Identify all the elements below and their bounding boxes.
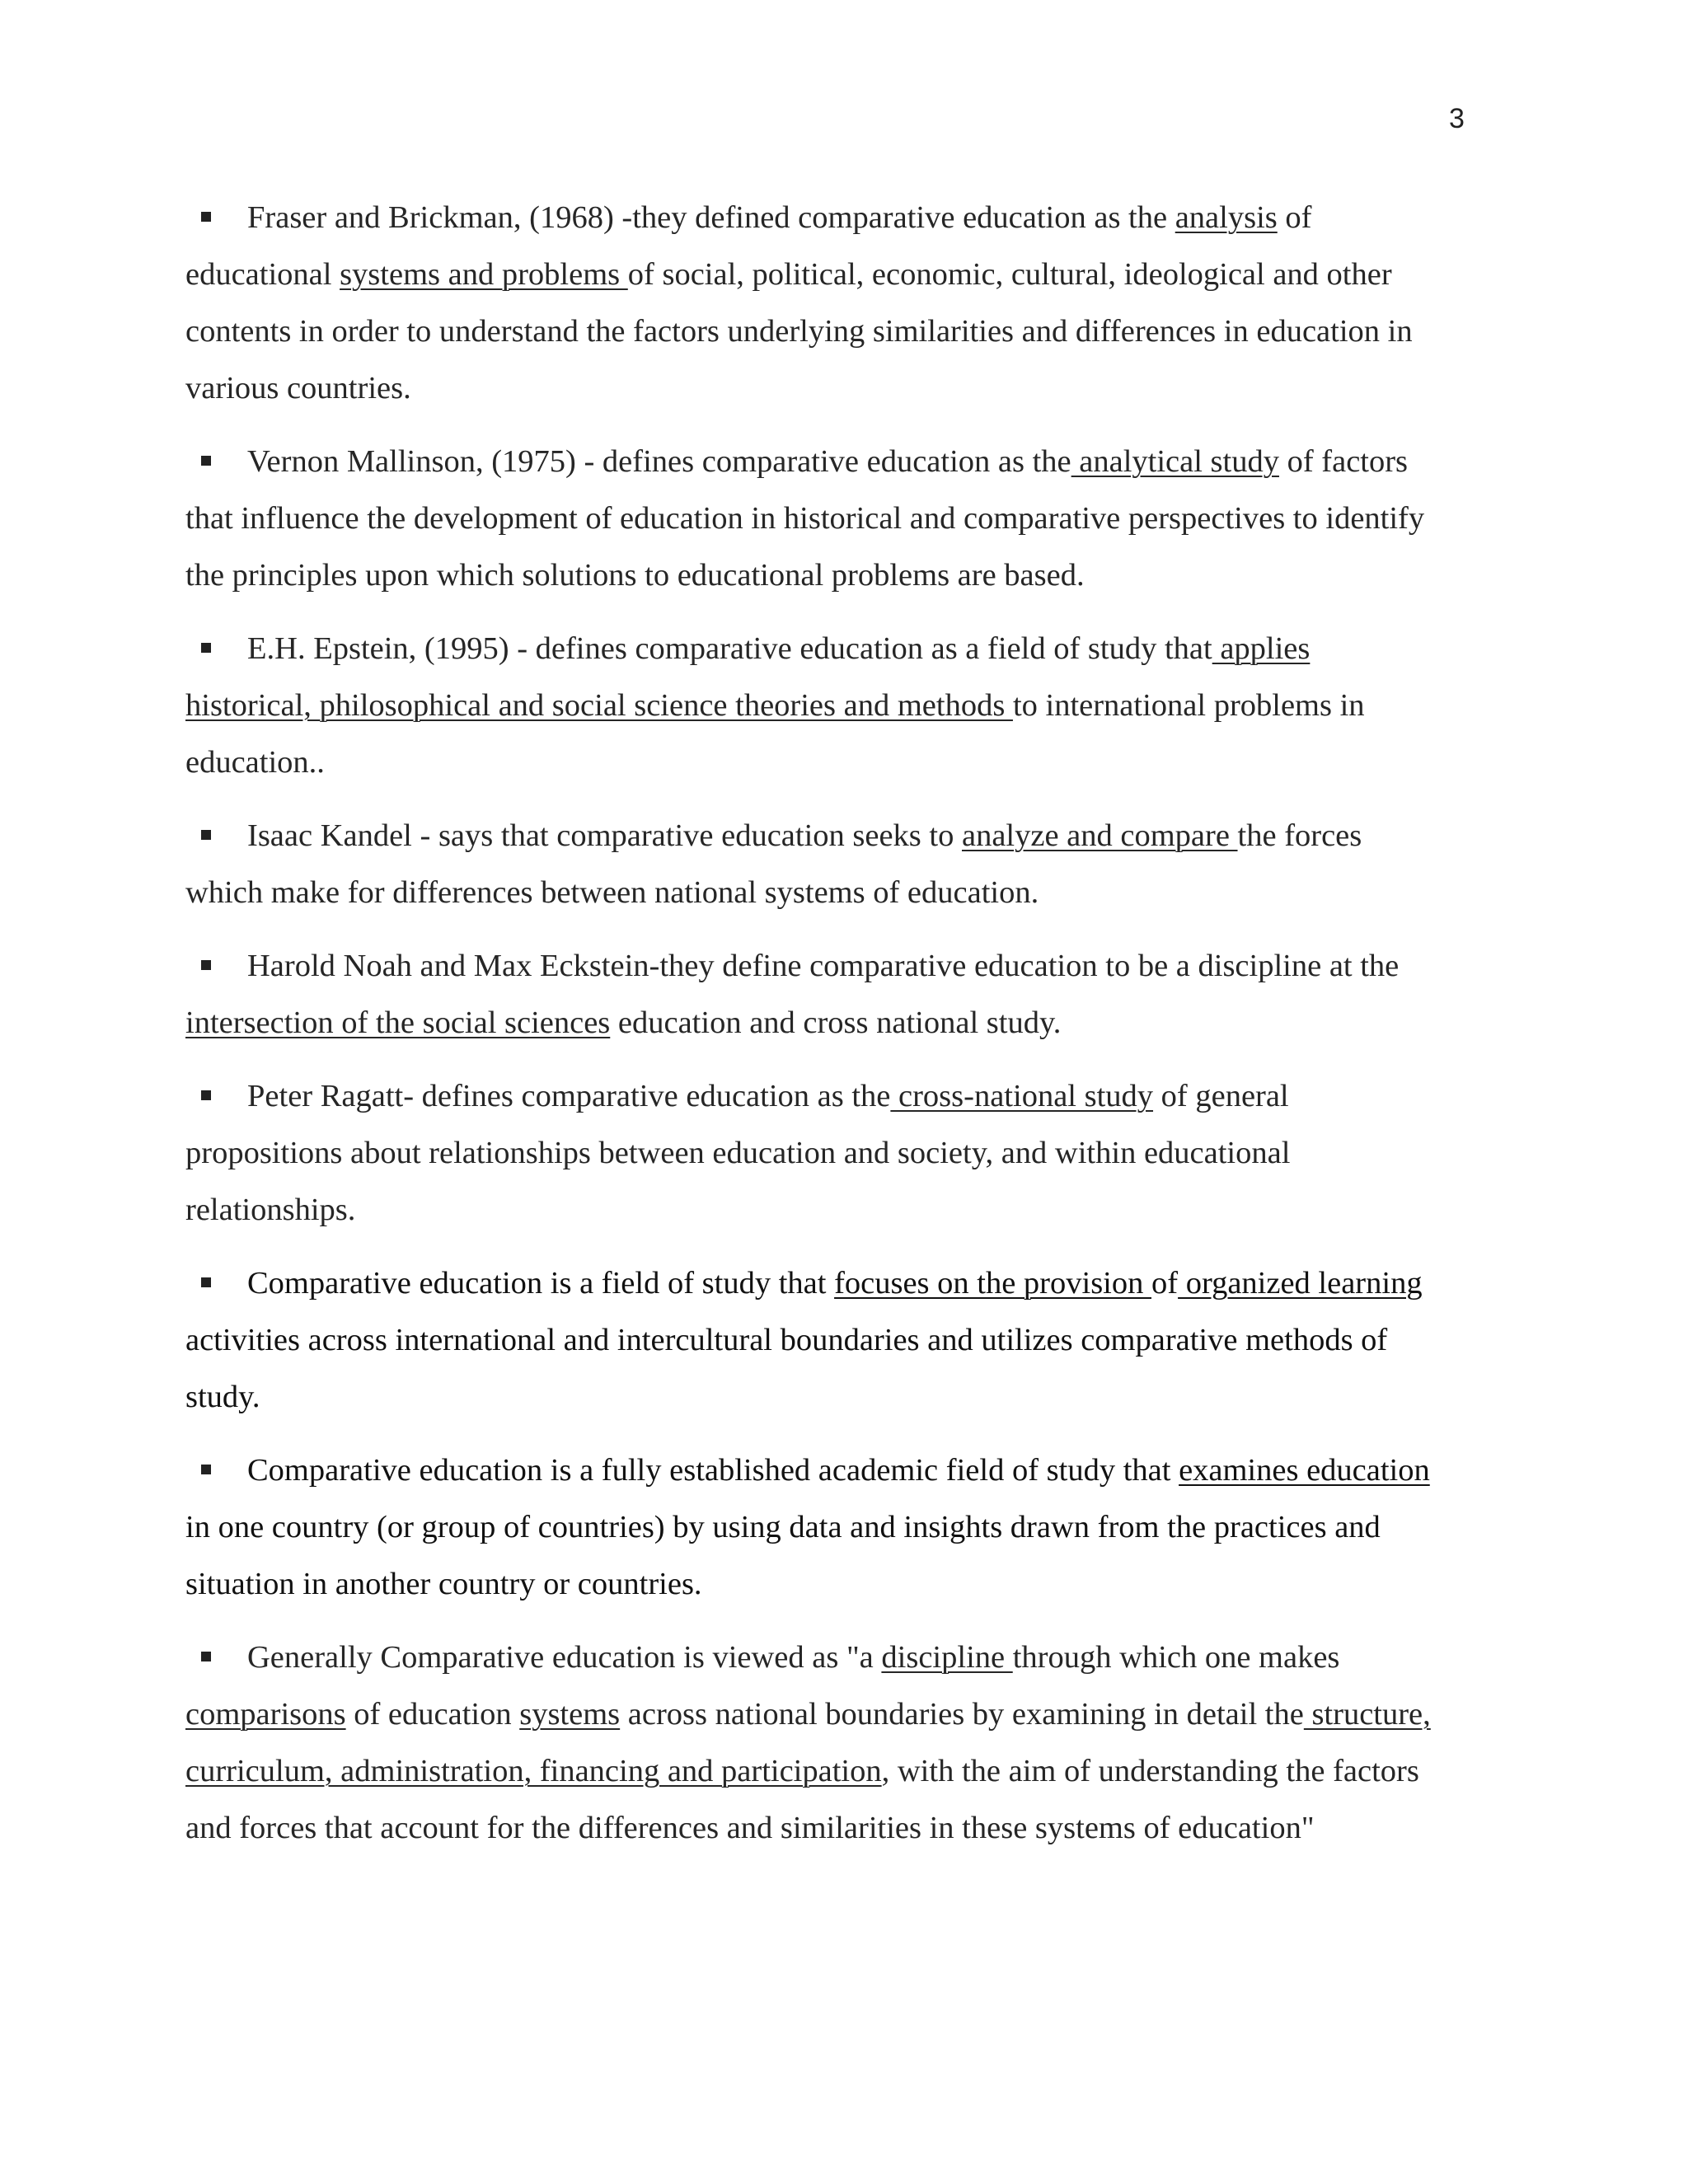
underlined-text: cross-national study: [890, 1079, 1154, 1113]
text-line: [185, 1800, 1504, 1857]
square-bullet-icon: [201, 1090, 211, 1100]
text-segment: to international problems in: [1012, 688, 1365, 723]
text-segment: Harold Noah and Max Eckstein-they define comparative education to be a discipline at the: [247, 949, 1400, 983]
text-line: [185, 547, 1504, 604]
text-segment: in one country (or group of countries) by using data and insights drawn from the practices and: [185, 1510, 1381, 1544]
text-segment: of: [1277, 200, 1312, 235]
text-segment: the principles upon which solutions to educational problems are based.: [185, 558, 1085, 593]
text-segment: educational: [185, 257, 340, 292]
text-segment: various countries.: [185, 371, 411, 405]
text-line: [185, 1125, 1504, 1182]
text-line: [185, 434, 1504, 490]
square-bullet-icon: [201, 1465, 211, 1474]
text-line: [185, 1182, 1504, 1239]
text-line: [185, 621, 1504, 677]
underlined-text: applies: [1212, 631, 1311, 666]
definition-entry: [185, 621, 1504, 791]
text-segment: Comparative education is a fully established academic field of study that: [247, 1453, 1179, 1488]
underlined-text: examines education: [1179, 1453, 1430, 1488]
text-segment: study.: [185, 1380, 260, 1414]
underlined-text: systems: [519, 1697, 621, 1732]
text-segment: of: [1151, 1266, 1179, 1301]
text-line: [185, 303, 1504, 360]
square-bullet-icon: [201, 456, 211, 466]
definition-entry: [185, 808, 1504, 921]
text-segment: of social, political, economic, cultural, ideological and other: [627, 257, 1392, 292]
text-line: [185, 246, 1504, 303]
definition-entry: [185, 938, 1504, 1052]
square-bullet-icon: [201, 830, 211, 840]
text-line: [185, 734, 1504, 791]
underlined-text: analysis: [1175, 200, 1278, 235]
square-bullet-icon: [201, 643, 211, 653]
underlined-text: structure,: [1303, 1697, 1431, 1732]
text-segment: Peter Ragatt- defines comparative education as the: [247, 1079, 891, 1113]
definition-entry: [185, 1068, 1504, 1239]
text-segment: education and cross national study.: [610, 1005, 1062, 1040]
definition-entry: [185, 1629, 1504, 1857]
definition-entry: [185, 434, 1504, 604]
text-segment: education..: [185, 745, 325, 780]
underlined-text: historical, philosophical and social science theories and methods: [185, 688, 1013, 723]
definitions-list: [185, 190, 1504, 1873]
definition-entry: [185, 1255, 1504, 1426]
definition-entry: [185, 1442, 1504, 1613]
text-line: [185, 808, 1504, 865]
underlined-text: systems and problems: [340, 257, 628, 292]
text-segment: Isaac Kandel - says that comparative education seeks to: [247, 818, 962, 853]
text-segment: the forces: [1237, 818, 1362, 853]
text-segment: , with the aim of understanding the factors: [881, 1754, 1419, 1788]
underlined-text: discipline: [881, 1640, 1013, 1675]
definition-entry: [185, 190, 1504, 417]
text-line: [185, 995, 1504, 1052]
text-segment: situation in another country or countries.: [185, 1567, 702, 1601]
underlined-text: intersection of the social sciences: [185, 1005, 611, 1040]
text-segment: which make for differences between national systems of education.: [185, 875, 1039, 910]
text-segment: activities across international and intercultural boundaries and utilizes comparative methods of: [185, 1323, 1388, 1357]
text-segment: of general: [1153, 1079, 1289, 1113]
underlined-text: analyze and compare: [961, 818, 1238, 853]
text-line: [185, 1442, 1504, 1499]
text-line: [185, 490, 1504, 547]
text-line: [185, 1255, 1504, 1312]
text-line: [185, 190, 1504, 246]
text-line: [185, 1556, 1504, 1613]
underlined-text: focuses on the provision: [834, 1266, 1152, 1301]
underlined-text: comparisons: [185, 1697, 346, 1732]
text-line: [185, 865, 1504, 921]
text-segment: across national boundaries by examining in detail the: [620, 1697, 1304, 1732]
text-line: [185, 360, 1504, 417]
square-bullet-icon: [201, 212, 211, 222]
text-line: [185, 1312, 1504, 1369]
text-line: [185, 1686, 1504, 1743]
text-segment: that influence the development of education in historical and comparative perspectives to identify: [185, 501, 1425, 536]
square-bullet-icon: [201, 960, 211, 970]
text-line: [185, 1499, 1504, 1556]
text-segment: contents in order to understand the factors underlying similarities and differences in education in: [185, 314, 1413, 349]
text-segment: relationships.: [185, 1193, 356, 1227]
text-segment: and forces that account for the differences and similarities in these systems of education": [185, 1811, 1315, 1845]
text-segment: through which one makes: [1012, 1640, 1340, 1675]
text-line: [185, 1068, 1504, 1125]
text-line: [185, 1369, 1504, 1426]
page-number: 3: [1449, 103, 1465, 134]
text-segment: Generally Comparative education is viewed as "a: [247, 1640, 882, 1675]
text-segment: E.H. Epstein, (1995) - defines comparative education as a field of study that: [247, 631, 1212, 666]
underlined-text: curriculum, administration, financing and participation: [185, 1754, 882, 1788]
underlined-text: organized learning: [1178, 1266, 1423, 1301]
text-line: [185, 677, 1504, 734]
text-segment: Vernon Mallinson, (1975) - defines comparative education as the: [247, 444, 1071, 479]
square-bullet-icon: [201, 1277, 211, 1287]
text-segment: Fraser and Brickman, (1968) -they defined comparative education as the: [247, 200, 1175, 235]
text-segment: of factors: [1278, 444, 1409, 479]
square-bullet-icon: [201, 1652, 211, 1661]
text-line: [185, 1629, 1504, 1686]
underlined-text: analytical study: [1071, 444, 1279, 479]
text-segment: of education: [345, 1697, 520, 1732]
text-segment: propositions about relationships between education and society, and within educational: [185, 1136, 1291, 1170]
text-segment: Comparative education is a field of study that: [247, 1266, 835, 1301]
text-line: [185, 1743, 1504, 1800]
text-line: [185, 938, 1504, 995]
